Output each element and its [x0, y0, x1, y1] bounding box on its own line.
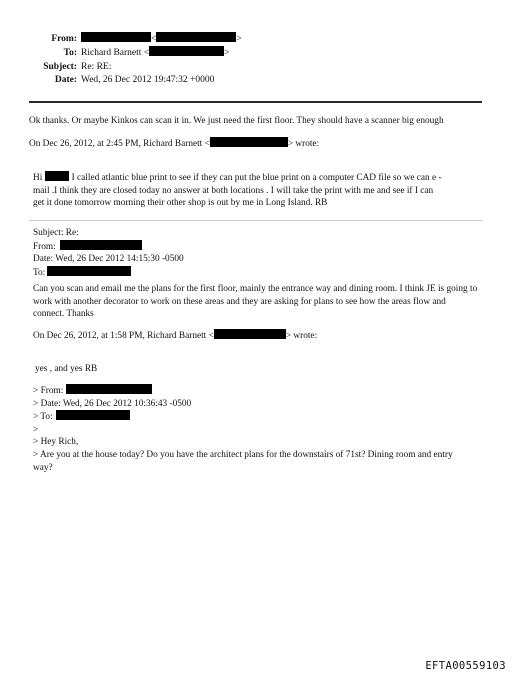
redaction-box	[149, 46, 224, 56]
quote-prefix: On Dec 26, 2012, at 2:45 PM, Richard Barnett <	[29, 139, 210, 149]
text-line: get it done tomorrow morning their other shop is out by me in Long Island. RB	[33, 198, 328, 209]
forwarded-subject: Subject: Re:	[33, 228, 79, 238]
forwarded-from-row	[33, 240, 478, 254]
date-value: Wed, 26 Dec 2012 19:47:32 +0000	[81, 75, 215, 86]
from-label: From:	[51, 34, 77, 44]
quote-prefix: On Dec 26, 2012, at 1:58 PM, Richard Barnett <	[33, 331, 214, 341]
quoted-blank: >	[33, 424, 39, 435]
quoted-message	[33, 384, 478, 474]
text-line	[33, 171, 478, 185]
text-fragment: I called atlantic blue print to see if they can put the blue print on a computer CAD file so we can e -	[69, 173, 442, 183]
quoted-greeting: > Hey Rich,	[33, 437, 79, 448]
quoted-date: > Date: Wed, 26 Dec 2012 10:36:43 -0500	[33, 398, 192, 409]
subject-label: Subject:	[43, 61, 77, 72]
header-date-row	[0, 74, 242, 87]
subject-value: Re: RE:	[81, 61, 112, 72]
redaction-box	[156, 32, 236, 42]
to-label: To:	[63, 48, 77, 59]
redaction-box	[214, 329, 286, 339]
angle-close: >	[236, 34, 242, 44]
forwarded-date: Date: Wed, 26 Dec 2012 14:15:30 -0500	[33, 254, 184, 265]
redaction-box	[45, 171, 69, 181]
quoted-to-label: > To:	[33, 412, 53, 423]
bates-number: EFTA00559103	[425, 660, 506, 672]
text-line: mail .I think they are closed today no answer at both locations . I will take the print with me and see if I can	[33, 185, 434, 196]
forwarded-to-label: To:	[33, 267, 46, 278]
reply-body: yes , and yes RB	[35, 364, 98, 374]
header-to-row	[0, 46, 242, 60]
forwarded-from-label: From:	[33, 241, 56, 252]
quote-suffix: > wrote:	[285, 331, 318, 341]
reply-body	[33, 171, 478, 210]
redaction-box	[56, 410, 130, 420]
greeting: Hi	[33, 173, 43, 183]
message-divider	[29, 220, 482, 221]
angle-close: >	[224, 48, 230, 59]
email-header	[0, 32, 242, 88]
header-divider	[29, 101, 482, 103]
header-from-row	[0, 32, 242, 46]
angle-open: <	[151, 34, 157, 44]
forwarded-body: Can you scan and email me the plans for the first floor, mainly the entrance way and dining room. I think JE is going to work with another decorator to work on these areas and they are asking for plans to see how the areas flow and connect. Thanks	[33, 284, 478, 320]
redaction-box	[66, 384, 152, 394]
header-subject-row	[0, 61, 242, 74]
quoted-question: > Are you at the house today? Do you have the architect plans for the downstairs of 71st? Dining room and entry way?	[33, 449, 453, 473]
to-value: Richard Barnett <	[81, 48, 150, 59]
quoted-to-row	[33, 410, 478, 424]
forwarded-header	[33, 227, 478, 279]
date-label: Date:	[54, 75, 77, 86]
quoted-from-label: > From:	[33, 386, 64, 396]
quote-attribution	[29, 137, 484, 151]
redaction-box	[47, 266, 131, 276]
redaction-box	[210, 137, 288, 147]
quote-suffix: > wrote:	[287, 139, 320, 149]
redaction-box	[60, 240, 142, 250]
reply-body: Ok thanks. Or maybe Kinkos can scan it in. We just need the first floor. They should have a scanner big enough	[29, 116, 444, 126]
quote-attribution	[33, 329, 478, 343]
forwarded-to-row	[33, 266, 478, 280]
redaction-box	[81, 32, 151, 42]
quoted-from-row	[33, 384, 478, 398]
